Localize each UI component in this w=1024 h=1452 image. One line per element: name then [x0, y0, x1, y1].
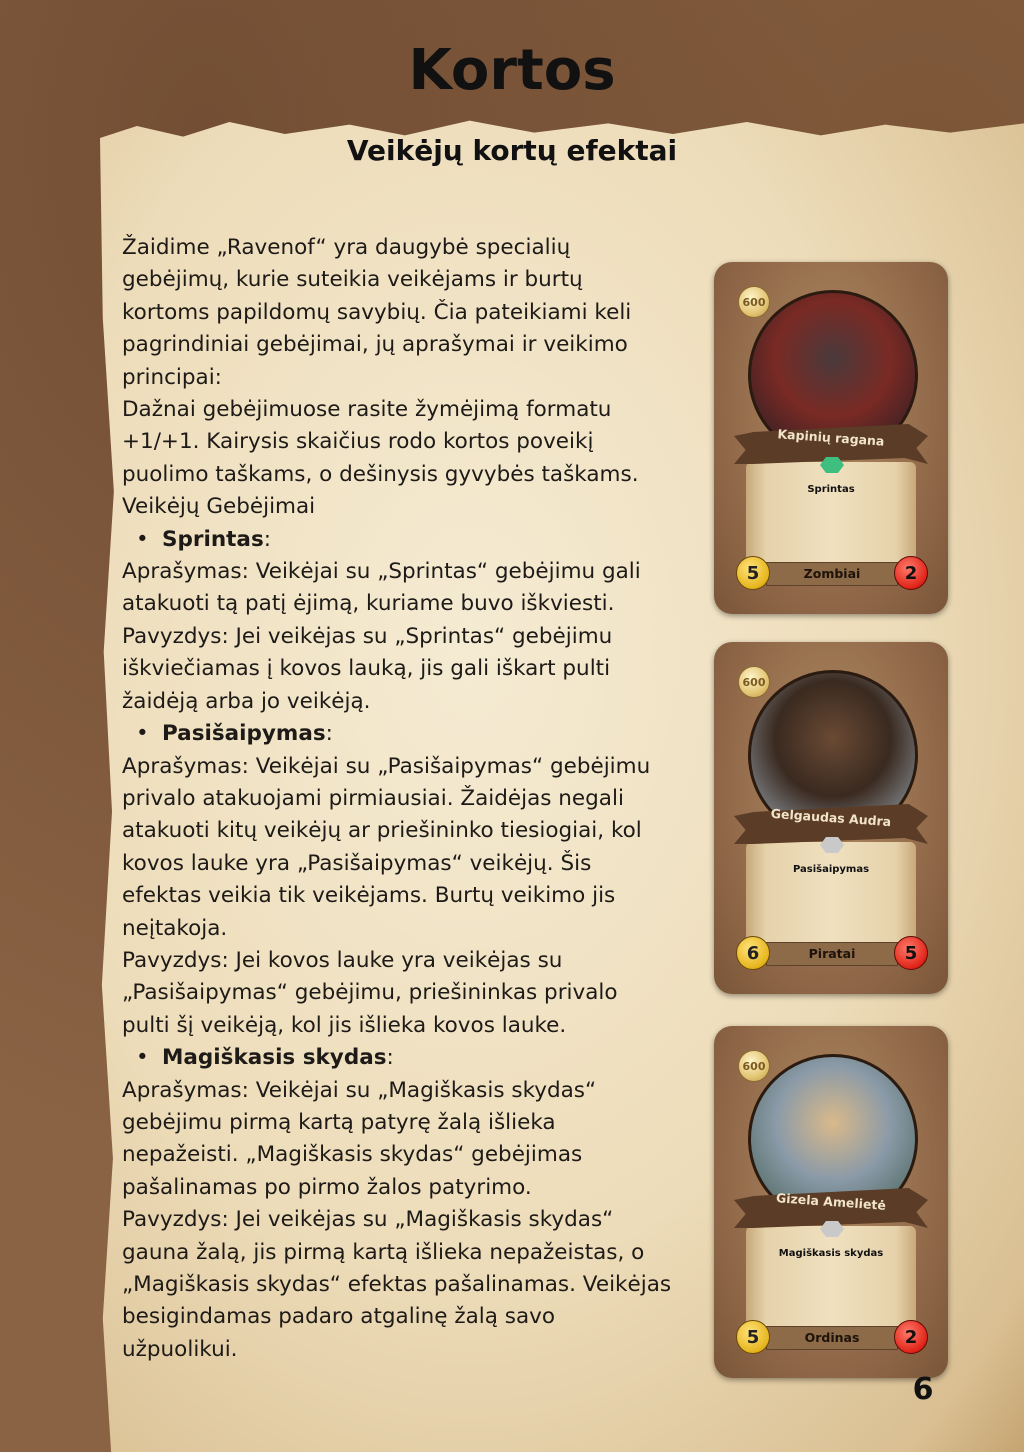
ability-line: „Magiškasis skydas“ efektas pašalinamas. Veikėjas [122, 1272, 672, 1297]
ability-line: iškviečiamas į kovos lauką, jis gali iškart pulti [122, 656, 611, 682]
ability-line: „Pasišaipymas“ gebėjimu, priešininkas privalo [122, 980, 618, 1006]
intro-line: kortoms papildomų savybių. Čia pateikiami keli [122, 299, 632, 325]
ability-line: efektas veikia tik veikėjams. Burtų veikimo jis [122, 883, 616, 909]
card-type: Ordinas [766, 1326, 898, 1350]
bullet-icon: • [136, 1045, 149, 1071]
ability-line: Aprašymas: Veikėjai su „Sprintas“ gebėjimu gali [122, 559, 641, 585]
page-number: 6 [912, 1372, 934, 1407]
ability-heading-sprintas: • Sprintas: [122, 524, 702, 556]
body-text [122, 232, 702, 1366]
card-name: Gelgaudas Audra [770, 805, 892, 830]
ability-line: privalo atakuojami pirmiausiai. Žaidėjas negali [122, 785, 624, 811]
character-card [714, 1026, 948, 1378]
intro-line: pagrindiniai gebėjimai, jų aprašymai ir veikimo [122, 332, 628, 358]
card-attack: 6 [736, 936, 770, 970]
abilities-heading: Veikėjų Gebėjimai [122, 494, 316, 520]
ability-line: nepažeisti. „Magiškasis skydas“ gebėjimas [122, 1142, 583, 1168]
ability-line: neįtakoja. [122, 915, 228, 941]
card-attack: 5 [736, 1320, 770, 1354]
intro-line: puolimo taškams, o dešinysis gyvybės taškams. [122, 461, 639, 487]
ability-line: atakuoti tą patį ėjimą, kuriame buvo iškviesti. [122, 591, 615, 617]
ability-line: pulti šį veikėją, kol jis išlieka kovos lauke. [122, 1012, 567, 1038]
card-ability: Magiškasis skydas [778, 1248, 884, 1259]
intro-line: +1/+1. Kairysis skaičius rodo kortos poveikį [122, 429, 594, 455]
ability-heading-magiskasis-skydas: • Magiškasis skydas: [122, 1042, 702, 1074]
ability-line: Aprašymas: Veikėjai su „Pasišaipymas“ gebėjimu [122, 753, 651, 779]
page-title: Kortos [408, 38, 616, 103]
ability-line: pašalinamas po pirmo žalos patyrimo. [122, 1174, 532, 1200]
intro-line: Dažnai gebėjimuose rasite žymėjimą formatu [122, 397, 612, 423]
card-cost-badge: 600 [738, 1050, 770, 1082]
bullet-icon: • [136, 526, 149, 552]
section-subtitle: Veikėjų kortų efektai [346, 134, 678, 167]
card-type: Zombiai [766, 562, 898, 586]
card-ability: Sprintas [807, 484, 855, 495]
ability-line: gebėjimu pirmą kartą patyrę žalą išlieka [122, 1109, 556, 1135]
card-cost-badge: 600 [738, 666, 770, 698]
character-card [714, 262, 948, 614]
ability-line: atakuoti kitų veikėjų ar priešininko tiesiogiai, kol [122, 818, 642, 844]
card-name: Gizela Amelietė [775, 1190, 887, 1213]
ability-line: Pavyzdys: Jei veikėjas su „Sprintas“ gebėjimu [122, 623, 613, 649]
ability-line: kovos lauke yra „Pasišaipymas“ veikėjų. Šis [122, 850, 592, 876]
intro-line: Žaidime „Ravenof“ yra daugybė specialių [122, 235, 571, 260]
card-type: Piratai [766, 942, 898, 966]
card-attack: 5 [736, 556, 770, 590]
card-ability: Pasišaipymas [792, 864, 870, 875]
ability-name: Sprintas [162, 526, 264, 552]
ability-line: žaidėją arba jo veikėją. [122, 688, 371, 714]
ability-line: Pavyzdys: Jei kovos lauke yra veikėjas su [122, 947, 563, 973]
card-health: 2 [894, 556, 928, 590]
intro-line: gebėjimų, kurie suteikia veikėjams ir burtų [122, 267, 583, 293]
card-health: 2 [894, 1320, 928, 1354]
ability-line: užpuolikui. [122, 1336, 238, 1362]
bullet-icon: • [136, 721, 149, 747]
ability-line: Aprašymas: Veikėjai su „Magiškasis skydas“ [122, 1077, 597, 1103]
card-cost-badge: 600 [738, 286, 770, 318]
ability-line: Pavyzdys: Jei veikėjas su „Magiškasis skydas“ [122, 1207, 614, 1233]
character-card [714, 642, 948, 994]
card-health: 5 [894, 936, 928, 970]
intro-line: principai: [122, 364, 222, 390]
card-name: Kapinių ragana [777, 426, 885, 449]
ability-line: gauna žalą, jis pirmą kartą išlieka nepažeistas, o [122, 1239, 645, 1265]
ability-name: Magiškasis skydas [162, 1045, 387, 1071]
ability-name: Pasišaipymas [162, 721, 326, 747]
ability-line: besigindamas padaro atgalinę žalą savo [122, 1304, 556, 1330]
ability-heading-pasisaipymas: • Pasišaipymas: [122, 718, 702, 750]
